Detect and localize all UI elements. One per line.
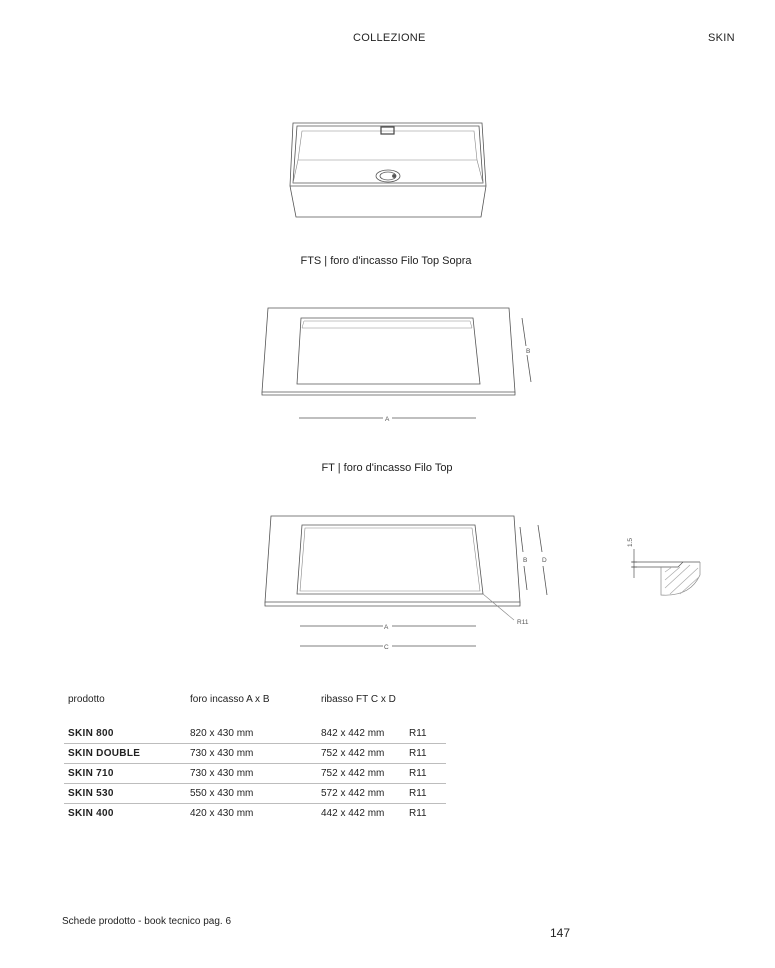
- row-product: SKIN 710: [64, 764, 186, 784]
- table-row: [64, 724, 446, 744]
- row-cutout: 550 x 430 mm: [186, 784, 317, 804]
- ft-dim-d-label: D: [542, 557, 547, 564]
- row-radius: R11: [405, 724, 446, 744]
- row-radius: R11: [405, 784, 446, 804]
- row-product: SKIN 530: [64, 784, 186, 804]
- page-number: 147: [550, 926, 571, 940]
- recess-depth-label: 1.5: [627, 537, 634, 547]
- ft-dim-a-label: A: [384, 624, 389, 631]
- fts-dim-b-label: B: [526, 348, 531, 355]
- footer-note: Schede prodotto - book tecnico pag. 6: [62, 916, 232, 927]
- header-radius: [405, 692, 446, 724]
- header-cutout: foro incasso A x B: [190, 693, 270, 705]
- sink-illustration: [290, 123, 486, 217]
- row-recess: 752 x 442 mm: [317, 744, 405, 764]
- header-recess: ribasso FT C x D: [321, 693, 396, 705]
- row-cutout: 730 x 430 mm: [186, 764, 317, 784]
- row-recess: 442 x 442 mm: [321, 808, 385, 819]
- row-radius: R11: [405, 764, 446, 784]
- row-cutout: 820 x 430 mm: [186, 724, 317, 744]
- row-product: SKIN 800: [64, 724, 186, 744]
- fts-cutout-drawing: [262, 308, 531, 418]
- row-cutout: 420 x 430 mm: [190, 808, 254, 819]
- row-radius: R11: [409, 808, 427, 819]
- fts-caption: FTS | foro d'incasso Filo Top Sopra: [300, 255, 472, 267]
- row-recess: 842 x 442 mm: [317, 724, 405, 744]
- row-recess: 752 x 442 mm: [317, 764, 405, 784]
- table-row: [64, 764, 446, 784]
- row-product: SKIN DOUBLE: [64, 744, 186, 764]
- spec-table: [64, 692, 446, 823]
- fts-dim-a-label: A: [385, 416, 390, 423]
- table-header-row: [64, 692, 446, 724]
- table-row: [64, 784, 446, 804]
- row-radius: R11: [405, 744, 446, 764]
- recess-section-detail: [631, 549, 700, 595]
- row-product: SKIN 400: [68, 808, 114, 819]
- collection-label: COLLEZIONE: [353, 32, 426, 44]
- row-cutout: 730 x 430 mm: [186, 744, 317, 764]
- table-row: [64, 804, 446, 824]
- ft-cutout-drawing: [265, 516, 547, 646]
- header-product: prodotto: [68, 693, 105, 705]
- ft-dim-c-label: C: [384, 644, 389, 651]
- product-name: SKIN: [708, 32, 735, 44]
- ft-caption: FT | foro d'incasso Filo Top: [321, 462, 453, 474]
- table-row: [64, 744, 446, 764]
- ft-dim-b-label: B: [523, 557, 528, 564]
- row-recess: 572 x 442 mm: [317, 784, 405, 804]
- ft-radius-label: R11: [517, 619, 529, 626]
